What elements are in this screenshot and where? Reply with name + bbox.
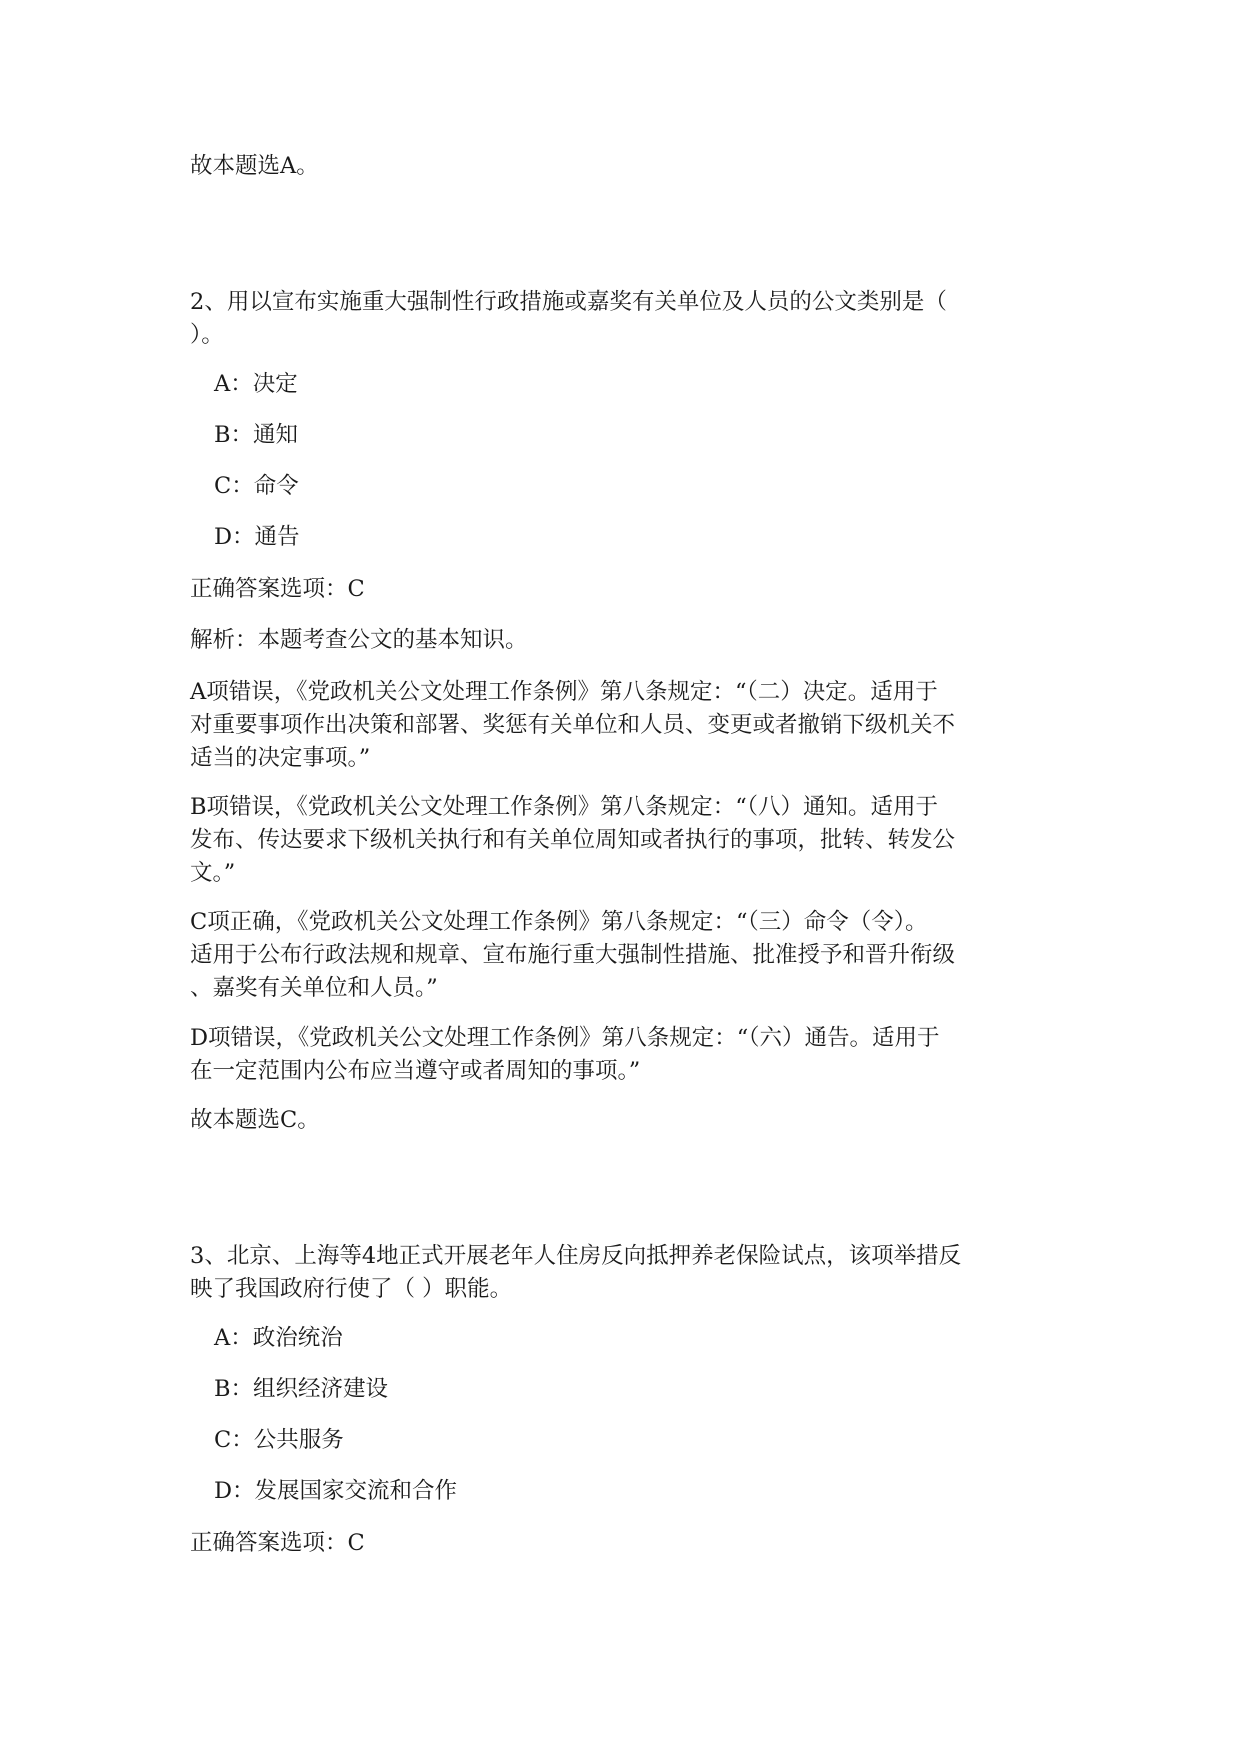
q2-option-b: B：通知 [214, 422, 299, 448]
q2-explain-b [190, 791, 1050, 890]
q2-option-d: D：通告 [214, 524, 300, 550]
q2-explain-c [190, 906, 1050, 1005]
q3-option-a: A：政治统治 [214, 1325, 343, 1351]
q2-explain-d [190, 1022, 1050, 1088]
explain-c-line2: 适用于公布行政法规和规章、宣布施行重大强制性措施、批准授予和晋升衔级 [190, 942, 956, 968]
q3-stem [190, 1240, 1050, 1306]
q2-answer: 正确答案选项：C [190, 576, 365, 602]
q2-analysis: 解析：本题考查公文的基本知识。 [190, 627, 528, 653]
q2-stem-line1: 2、用以宣布实施重大强制性行政措施或嘉奖有关单位及人员的公文类别是（ [190, 289, 947, 315]
explain-a-line2: 对重要事项作出决策和部署、奖惩有关单位和人员、变更或者撤销下级机关不 [190, 712, 956, 738]
explain-a-line3: 适当的决定事项。” [190, 745, 371, 771]
q2-stem-line2: ）。 [190, 322, 224, 348]
q3-option-b: B：组织经济建设 [214, 1376, 389, 1402]
q3-option-c: C：公共服务 [214, 1427, 344, 1453]
explain-b-line2: 发布、传达要求下级机关执行和有关单位周知或者执行的事项，批转、转发公 [190, 827, 956, 853]
explain-b-line3: 文。” [190, 860, 236, 886]
q2-stem [190, 286, 1050, 352]
q3-stem-line1: 3、北京、上海等4地正式开展老年人住房反向抵押养老保险试点，该项举措反 [190, 1243, 962, 1269]
explain-a-line1: A项错误，《党政机关公文处理工作条例》第八条规定：“（二）决定。适用于 [190, 679, 938, 705]
q3-stem-line2: 映了我国政府行使了（ ）职能。 [190, 1276, 513, 1302]
q3-option-d: D：发展国家交流和合作 [214, 1478, 458, 1504]
q2-explain-a [190, 676, 1050, 775]
q1-conclusion: 故本题选A。 [190, 153, 319, 179]
q2-option-a: A：决定 [214, 371, 298, 397]
q2-conclusion: 故本题选C。 [190, 1107, 320, 1133]
q2-option-c: C：命令 [214, 473, 299, 499]
explain-d-line2: 在一定范围内公布应当遵守或者周知的事项。” [190, 1058, 641, 1084]
explain-c-line1: C项正确，《党政机关公文处理工作条例》第八条规定：“（三）命令（令）。 [190, 909, 928, 935]
explain-c-line3: 、嘉奖有关单位和人员。” [190, 975, 438, 1001]
explain-d-line1: D项错误，《党政机关公文处理工作条例》第八条规定：“（六）通告。适用于 [190, 1025, 940, 1051]
explain-b-line1: B项错误，《党政机关公文处理工作条例》第八条规定：“（八）通知。适用于 [190, 794, 939, 820]
q3-answer: 正确答案选项：C [190, 1530, 365, 1556]
